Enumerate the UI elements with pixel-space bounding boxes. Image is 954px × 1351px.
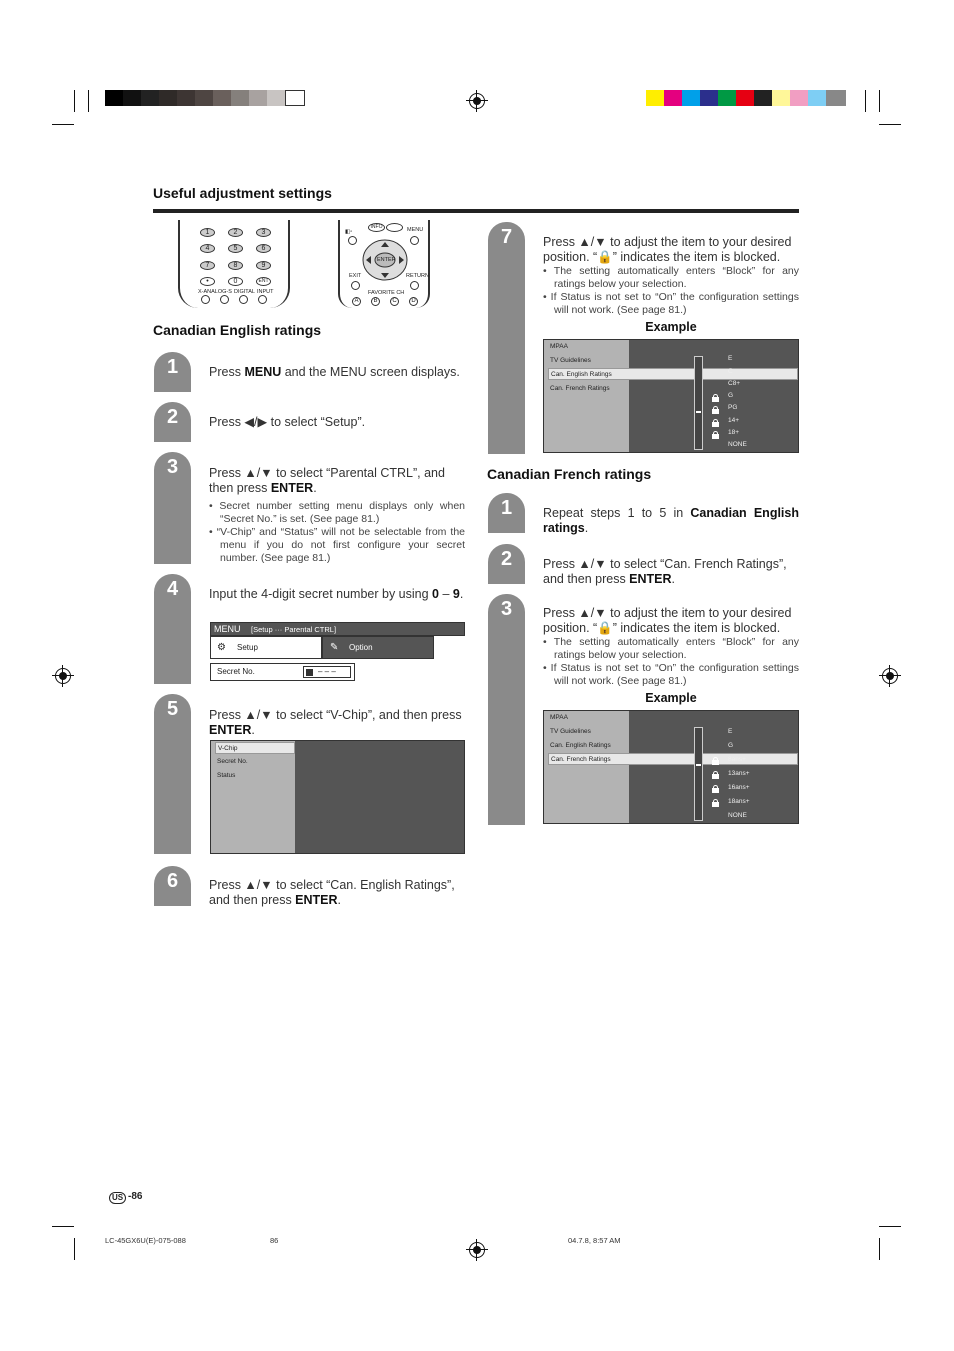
rating-item[interactable]: NONE xyxy=(728,441,747,448)
x-analog-button xyxy=(201,295,210,304)
step-4-text: Input the 4-digit secret number by using 0 – 9. xyxy=(209,587,464,601)
step-3-note: • “V-Chip” and “Status” will not be selectable from the menu if you do not first configure your secret number. (See page 81.) xyxy=(209,526,465,564)
registration-mark-bottom xyxy=(469,1242,485,1258)
rating-item[interactable]: C xyxy=(728,368,733,375)
mpaa-menu-item[interactable]: MPAA xyxy=(550,714,568,721)
vchip-menu-item[interactable]: V-Chip xyxy=(215,742,295,754)
mpaa-menu-item[interactable]: MPAA xyxy=(550,343,568,350)
key-2: 2 xyxy=(228,228,243,237)
french-step-1-bar: 1 xyxy=(488,493,525,533)
french-step-3-note: • If Status is not set to “On” the configuration settings will not work. (See page 81.) xyxy=(543,662,799,687)
fav-d-button: D xyxy=(409,297,418,306)
key-ent: ENT xyxy=(256,277,271,286)
french-section-title: Canadian French ratings xyxy=(487,466,652,482)
rating-item[interactable]: G xyxy=(728,742,734,749)
can-french-menu-item[interactable]: Can. French Ratings xyxy=(550,385,610,392)
us-badge: US xyxy=(109,1192,126,1204)
key-8: 8 xyxy=(228,261,243,270)
secret-no-menu-item[interactable]: Secret No. xyxy=(217,758,248,765)
x-analog-label: X-ANALOG-S xyxy=(198,289,232,295)
step-7-bar: 7 xyxy=(488,222,525,454)
lock-icon xyxy=(712,406,719,414)
english-section-title: Canadian English ratings xyxy=(153,322,322,338)
fav-a-button: A xyxy=(352,297,361,306)
key-3: 3 xyxy=(256,228,271,237)
print-page: 86 xyxy=(270,1236,279,1245)
english-ratings-screen xyxy=(543,339,799,453)
rating-item[interactable]: E xyxy=(728,728,733,735)
return-label: RETURN xyxy=(406,273,429,279)
slider-knob[interactable] xyxy=(696,764,701,766)
lock-icon xyxy=(712,799,719,807)
input-label: INPUT xyxy=(257,289,274,295)
lock-icon xyxy=(712,431,719,439)
step-4-bar: 4 xyxy=(154,574,191,684)
rating-item[interactable]: 13ans+ xyxy=(728,770,750,777)
french-step-2-text: Press ▲/▼ to select “Can. French Ratings”, and then press ENTER. xyxy=(543,557,787,586)
digital-label: DIGITAL xyxy=(234,289,255,295)
step-6-text: Press ▲/▼ to select “Can. English Ratings”, and then press ENTER. xyxy=(209,878,455,907)
french-ratings-screen xyxy=(543,710,799,824)
flashback-label: ◧▫ xyxy=(345,229,353,235)
page-number: -86 xyxy=(128,1191,143,1202)
lock-icon xyxy=(712,394,719,402)
info-button: INFO xyxy=(368,223,385,232)
can-english-menu-item[interactable]: Can. English Ratings xyxy=(550,742,611,749)
return-button xyxy=(410,281,419,290)
rating-item[interactable]: E xyxy=(728,355,733,362)
step-5-text: Press ▲/▼ to select “V-Chip”, and then press ENTER. xyxy=(209,708,462,737)
key-7: 7 xyxy=(200,261,215,270)
title-rule xyxy=(153,209,799,213)
step-7-text: Press ▲/▼ to adjust the item to your desired position. “🔒” indicates the item is blocked. xyxy=(543,235,792,264)
enter-label: ENTER xyxy=(377,257,396,263)
status-menu-item[interactable]: Status xyxy=(217,772,236,779)
lock-icon xyxy=(712,771,719,779)
fav-b-button: B xyxy=(371,297,380,306)
menu-bar: MENU [Setup ··· Parental CTRL] xyxy=(210,622,465,636)
french-step-1-text: Repeat steps 1 to 5 in Canadian English ratings. xyxy=(543,506,799,535)
lock-icon xyxy=(712,419,719,427)
exit-label: EXIT xyxy=(349,273,362,279)
french-step-3-notes xyxy=(543,636,799,688)
rating-item[interactable]: PG xyxy=(728,404,738,411)
rating-slider[interactable] xyxy=(694,727,703,821)
example-label: Example xyxy=(645,320,697,334)
exit-button xyxy=(351,281,360,290)
secret-no-input[interactable]: – – – xyxy=(303,666,351,678)
step-2-text: Press ◀/▶ to select “Setup”. xyxy=(209,415,366,429)
print-date: 04.7.8, 8:57 AM xyxy=(568,1236,621,1245)
key-5: 5 xyxy=(228,244,243,253)
slider-knob[interactable] xyxy=(696,411,701,413)
key-dot: • xyxy=(200,277,215,286)
key-4: 4 xyxy=(200,244,215,253)
setup-icon: ⚙ xyxy=(217,642,226,653)
menu-label: MENU xyxy=(407,227,424,233)
setup-tab[interactable]: ⚙ Setup xyxy=(210,636,322,659)
option-tab[interactable]: ✎ Option xyxy=(322,636,434,659)
menu-button xyxy=(410,236,419,245)
input-button xyxy=(258,295,267,304)
digital-button-2 xyxy=(239,295,248,304)
key-0: 0 xyxy=(228,277,243,286)
rating-item[interactable]: 16ans+ xyxy=(728,784,750,791)
french-step-3-bar: 3 xyxy=(488,594,525,825)
step-2-bar: 2 xyxy=(154,402,191,442)
step-3-text: Press ▲/▼ to select “Parental CTRL”, and then press ENTER. xyxy=(209,466,445,495)
lock-icon xyxy=(712,757,719,765)
tv-guidelines-menu-item[interactable]: TV Guidelines xyxy=(550,357,591,364)
key-9: 9 xyxy=(256,261,271,270)
step-7-note: • If Status is not set to “On” the configuration settings will not work. (See page 81.) xyxy=(543,291,799,316)
french-step-2-bar: 2 xyxy=(488,544,525,584)
rating-item[interactable]: 14+ xyxy=(728,417,740,424)
step-1-bar: 1 xyxy=(154,352,191,392)
key-6: 6 xyxy=(256,244,271,253)
step-3-note: • Secret number setting menu displays only when “Secret No.” is set. (See page 81.) xyxy=(209,500,465,525)
can-english-menu-item[interactable]: Can. English Ratings xyxy=(548,368,798,380)
rating-item[interactable]: C8+ xyxy=(728,380,741,387)
rating-item[interactable]: 18ans+ xyxy=(728,798,750,805)
step-3-notes xyxy=(209,500,465,565)
digital-button xyxy=(220,295,229,304)
file-name: LC-45GX6U(E)-075-088 xyxy=(105,1236,186,1245)
rating-item[interactable]: 18+ xyxy=(728,429,740,436)
french-example-label: Example xyxy=(645,691,697,705)
fav-c-button: C xyxy=(390,297,399,306)
favorite-ch-label: FAVORITE CH xyxy=(368,290,405,296)
registration-mark-right xyxy=(882,668,898,684)
step-3-bar: 3 xyxy=(154,452,191,564)
cursor-block xyxy=(306,669,313,676)
rating-item[interactable]: 8ans+ xyxy=(728,756,746,763)
step-1-text: Press MENU and the MENU screen displays. xyxy=(209,365,460,379)
registration-mark-top xyxy=(469,93,485,109)
secret-no-field[interactable]: Secret No. – – – xyxy=(210,663,355,681)
rating-item[interactable]: NONE xyxy=(728,812,747,819)
can-french-menu-item[interactable]: Can. French Ratings xyxy=(548,753,798,765)
registration-mark-left xyxy=(55,668,71,684)
option-icon: ✎ xyxy=(330,642,339,653)
step-7-note: • The setting automatically enters “Block” for any ratings below your selection. xyxy=(543,265,799,290)
step-5-bar: 5 xyxy=(154,694,191,854)
step-7-notes xyxy=(543,265,799,317)
tv-guidelines-menu-item[interactable]: TV Guidelines xyxy=(550,728,591,735)
french-step-3-note: • The setting automatically enters “Block” for any ratings below your selection. xyxy=(543,636,799,661)
key-1: 1 xyxy=(200,228,215,237)
ch-list-button xyxy=(386,223,403,232)
page-title: Useful adjustment settings xyxy=(153,185,332,201)
vchip-screen xyxy=(210,740,465,854)
flashback-button xyxy=(348,236,357,245)
rating-slider[interactable] xyxy=(694,356,703,450)
french-step-3-text: Press ▲/▼ to adjust the item to your desired position. “🔒” indicates the item is blocked. xyxy=(543,606,792,635)
rating-item[interactable]: G xyxy=(728,392,734,399)
step-6-bar: 6 xyxy=(154,866,191,906)
lock-icon xyxy=(712,785,719,793)
